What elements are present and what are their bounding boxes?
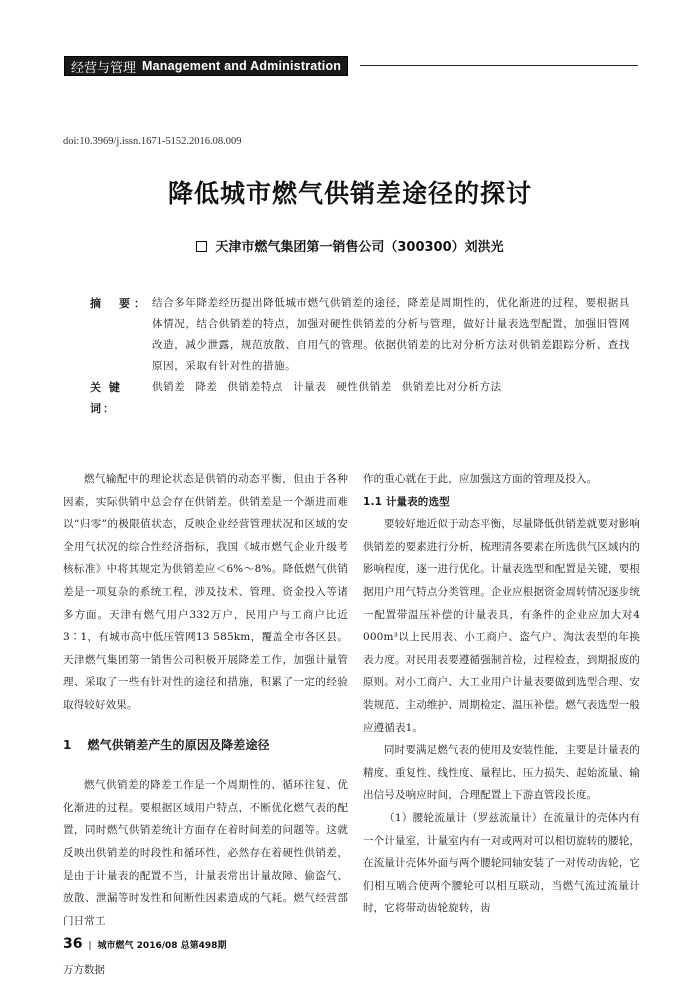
header-rule [360, 65, 638, 66]
keyword: 硬性供销差 [336, 381, 392, 393]
doi-line[interactable]: doi:10.3969/j.issn.1671-5152.2016.08.009 [63, 136, 242, 147]
body-paragraph: 燃气供销差的降差工作是一个周期性的、循环往复、优化渐进的过程。要根据区域用户特点，不断优化燃气表的配置，同时燃气供销差统计方面存在着时间差的问题等。这就反映出供销差的时段性和循环性，必然存在着硬性供销差，是由于计量表的配置不当，计量表常出计量故障、偷盗气、放散、泄漏等时发性和间断性因素造成的气耗。燃气经营部门日常工 [63, 779, 348, 927]
keywords-label: 关 键 词： [90, 381, 122, 415]
keyword: 降差 [195, 381, 218, 393]
journal-info: 城市燃气 2016/08 总第498期 [97, 941, 227, 951]
article-title: 降低城市燃气供销差途径的探讨 [167, 179, 532, 208]
body-paragraph: （1）腰轮流量计（罗兹流量计）在流量计的壳体内有一个计量室，计量室内有一对或两对可以相切旋转的腰轮，在流量计壳体外面与两个腰轮同轴安装了一对传动齿轮，它们相互啮合使两个腰轮可以相互联动，当燃气流过流量计时，它将带动齿轮旋转，齿 [363, 811, 640, 915]
author-affiliation: 天津市燃气集团第一销售公司（300300）刘洪光 [215, 240, 504, 255]
keywords-list [152, 377, 630, 419]
body-paragraph: 要较好地近似于动态平衡，尽量降低供销差就要对影响供销差的要素进行分析，梳理清各要素在所选供气区域内的影响程度，逐一进行优化。计量表选型和配置是关键，要根据用户用气特点分类管理。企业应根据资金周转情况逐步统一配置带温压补偿的计量表具，有条件的企业应加大对4 000m³以上民用表、小工商户、盗气户、淘汰表型的年换表力度。对民用表要遵循强制首检，过程检查，到期报废的原则。对小工商户、大工业用户计量表要做到选型合理、安装规范、主动维护、周期检定、温压补偿。燃气表选型一般应遵循表1。 [363, 518, 640, 734]
keyword: 供销差 [152, 381, 186, 393]
body-paragraph: 同时要满足燃气表的使用及安装性能，主要是计量表的精度、重复性、线性度、量程比、压力损失、起始流量、输出信号及响应时间，合理配置上下游直管段长度。 [363, 744, 640, 802]
body-column-left [63, 468, 348, 932]
footer-separator: | [88, 941, 92, 951]
body-paragraph: 燃气输配中的理论状态是供销的动态平衡，但由于各种因素，实际供销中总会存在供销差。供销差是一个渐进而难以“归零”的极限值状态，反映企业经营管理状况和区域的安全用气状况的综合性经济指标，我国《城市燃气企业升级考核标准》中将其规定为供销差应＜6%～8%。降低燃气供销差是一项复杂的系统工程，涉及技术、管理、资金投入等诸多方面。天津有燃气用户332万户，民用户与工商户比近3∶1，有城市高中低压管网13 585km，覆盖全市各区县。天津燃气集团第一销售公司积极开展降差工作，加强计量管理、采取了一些有针对性的途径和措施，积累了一定的经验取得较好效果。 [63, 473, 348, 711]
keyword: 计量表 [293, 381, 327, 393]
column-name-cn: 经营与管理 [71, 60, 137, 76]
abstract-label: 摘 要： [90, 297, 149, 310]
section-heading-1: 1 燃气供销差产生的原因及降差途径 [63, 737, 270, 752]
column-name-en: Management and Administration [142, 59, 342, 73]
keyword: 供销差比对分析方法 [401, 381, 502, 393]
page-footer [63, 936, 226, 952]
author-byline [0, 236, 700, 255]
subsection-heading-1-1: 1.1 计量表的选型 [363, 495, 450, 508]
byline-box-icon [196, 241, 207, 252]
column-header-badge [64, 56, 348, 76]
keyword: 供销差特点 [227, 381, 284, 393]
page-number: 36 [63, 936, 83, 952]
body-column-right [363, 468, 640, 920]
body-paragraph-continued: 作的重心就在于此，应加强这方面的管理及投入。 [363, 473, 598, 485]
source-watermark: 万方数据 [63, 964, 105, 976]
abstract-text: 结合多年降差经历提出降低城市燃气供销差的途径，降差是周期性的，优化渐进的过程，要根据具体情况，结合供销差的特点，加强对硬性供销差的分析与管理，做好计量表选型配置，加强旧管网改造，减少泄露，规范放散、自用气的管理。依据供销差的比对分析方法对供销差跟踪分析、查找原因，采取有针对性的措施。 [152, 297, 630, 372]
keywords-row [90, 377, 630, 419]
abstract-row [90, 293, 630, 377]
abstract-block [90, 293, 630, 419]
